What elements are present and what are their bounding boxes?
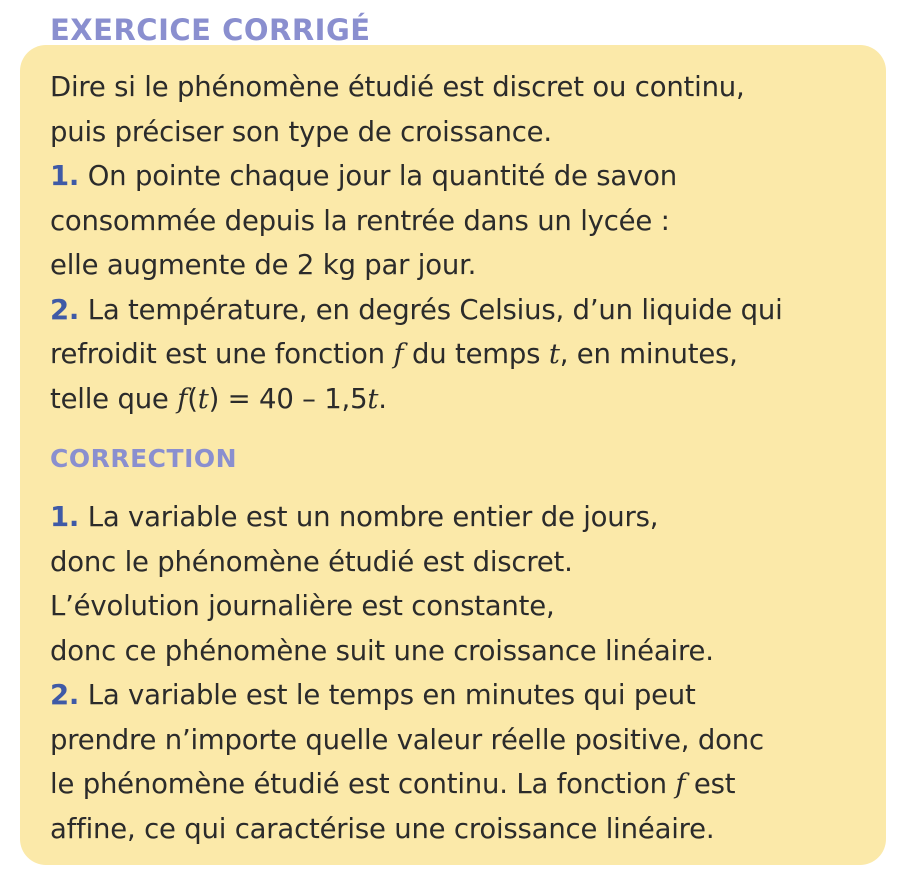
answer-1-text: La variable est un nombre entier de jours, — [79, 501, 659, 533]
answer-2-line-2: prendre n’importe quelle valeur réelle positive, donc — [50, 723, 764, 756]
exercise-title: EXERCICE CORRIGÉ — [50, 13, 371, 47]
answer-function-f-symbol: f — [675, 768, 686, 800]
question-1-number: 1. — [50, 160, 80, 192]
correction-title: CORRECTION — [50, 444, 238, 473]
answer-2-number: 2. — [50, 679, 80, 711]
answer-2-line-1 — [50, 673, 764, 718]
question-1-line-3: elle augmente de 2 kg par jour. — [50, 249, 477, 281]
answer-1-line-4: donc ce phénomène suit une croissance linéaire. — [50, 634, 714, 667]
question-2-text: La température, en degrés Celsius, d’un liquide qui — [79, 293, 783, 326]
question-2-line-2-part-b: du temps — [403, 338, 549, 370]
exercise-statement — [50, 65, 783, 421]
question-2-line-2 — [50, 332, 783, 377]
question-2-number: 2. — [50, 293, 80, 326]
formula-t-symbol-2: t — [367, 382, 379, 415]
answer-1-line-2: donc le phénomène étudié est discret. — [50, 545, 573, 578]
formula-end: . — [378, 382, 387, 415]
answer-2-text: La variable est le temps en minutes qui peut — [79, 679, 696, 711]
function-f-symbol: f — [393, 338, 404, 370]
formula-f-symbol: f — [177, 382, 188, 415]
variable-t-symbol: t — [548, 338, 560, 370]
question-2-line-3-part-a: telle que — [50, 382, 178, 415]
question-1-line-2: consommée depuis la rentrée dans un lycée : — [50, 204, 670, 237]
correction-body — [50, 495, 764, 851]
question-2-line-1 — [50, 288, 783, 333]
question-2-line-2-part-c: , en minutes, — [559, 338, 738, 370]
answer-2-line-3-part-a: le phénomène étudié est continu. La fonction — [50, 768, 676, 800]
formula-t-symbol: t — [197, 382, 209, 415]
answer-1-line-3: L’évolution journalière est constante, — [50, 590, 555, 622]
answer-1-line-1 — [50, 495, 764, 540]
statement-intro-line-1: Dire si le phénomène étudié est discret ou continu, — [50, 71, 745, 103]
formula-open-paren: ( — [187, 382, 198, 415]
question-2-line-3 — [50, 377, 783, 422]
question-2-line-2-part-a: refroidit est une fonction — [50, 338, 394, 370]
answer-2-line-3-part-b: est — [685, 768, 736, 800]
statement-intro-line-2: puis préciser son type de croissance. — [50, 115, 552, 148]
question-1-text: On pointe chaque jour la quantité de savon — [79, 160, 677, 192]
answer-1-number: 1. — [50, 501, 80, 533]
question-1-line-1 — [50, 154, 783, 199]
answer-2-line-4: affine, ce qui caractérise une croissance linéaire. — [50, 812, 715, 845]
formula-expression: ) = 40 – 1,5 — [208, 382, 368, 415]
answer-2-line-3 — [50, 762, 764, 807]
